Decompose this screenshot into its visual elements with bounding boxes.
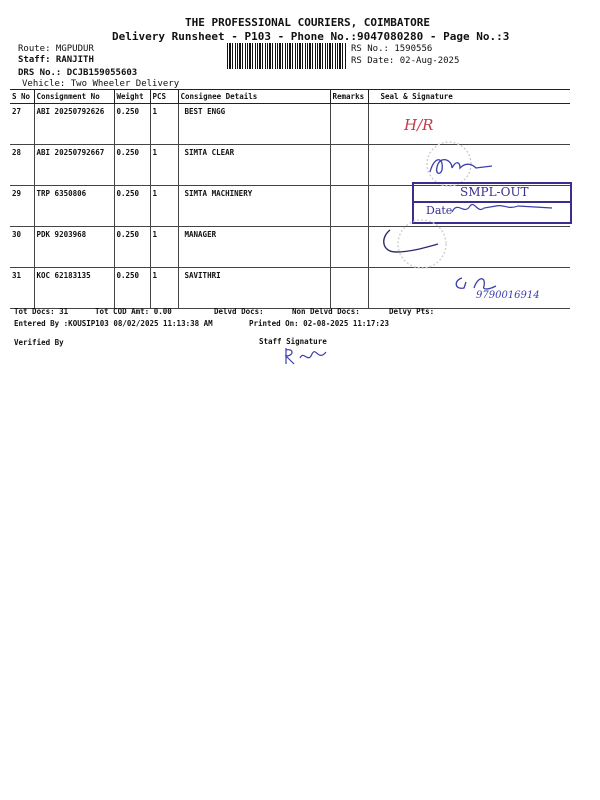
non-delivered-docs: Non Delvd Docs: (292, 307, 360, 316)
cell-pcs: 1 (150, 145, 178, 186)
route-label: Route: MGPUDUR (18, 44, 94, 54)
cell-sno: 28 (10, 145, 34, 186)
cell-consignment: KOC 62183135 (34, 268, 114, 309)
cell-consignee: SIMTA CLEAR (178, 145, 330, 186)
col-header-remarks: Remarks (330, 90, 368, 104)
vehicle-label: Vehicle: Two Wheeler Delivery (22, 79, 180, 89)
rs-number: RS No.: 1590556 (351, 44, 433, 54)
printed-on: Printed On: 02-08-2025 11:17:23 (249, 319, 389, 328)
cell-sno: 29 (10, 186, 34, 227)
company-title: THE PROFESSIONAL COURIERS, COIMBATORE (185, 16, 431, 29)
cell-weight: 0.250 (114, 227, 150, 268)
staff-label: Staff: RANJITH (18, 55, 94, 65)
drs-number: DRS No.: DCJB159055603 (18, 68, 138, 78)
cell-remarks (330, 145, 368, 186)
col-header-consignee: Consignee Details (178, 90, 330, 104)
staff-signature (282, 344, 332, 368)
stamp-date-label: Date (426, 204, 453, 217)
cell-weight: 0.250 (114, 186, 150, 227)
cell-consignee: MANAGER (178, 227, 330, 268)
signature-row28 (426, 150, 496, 180)
stamp-title: SMPL-OUT (460, 185, 529, 199)
col-header-weight: Weight (114, 90, 150, 104)
table-header-row (10, 90, 570, 104)
col-header-sno: S No (10, 90, 34, 104)
cell-consignment: ABI 20250792626 (34, 104, 114, 145)
cell-weight: 0.250 (114, 104, 150, 145)
col-header-pcs: PCS (150, 90, 178, 104)
col-header-seal: Seal & Signature (368, 90, 570, 104)
cell-pcs: 1 (150, 268, 178, 309)
cell-remarks (330, 268, 368, 309)
cell-consignee: BEST ENGG (178, 104, 330, 145)
total-cod-amount: Tot COD Amt: 0.00 (95, 307, 172, 316)
total-docs: Tot Docs: 31 (14, 307, 69, 316)
cell-consignment: TRP 6350806 (34, 186, 114, 227)
cell-remarks (330, 186, 368, 227)
signature-row30 (376, 226, 446, 260)
cell-remarks (330, 104, 368, 145)
cell-sno: 31 (10, 268, 34, 309)
cell-remarks (330, 227, 368, 268)
table-row (10, 104, 570, 145)
table-row (10, 227, 570, 268)
rs-date: RS Date: 02-Aug-2025 (351, 56, 460, 66)
staff-signature-label: Staff Signature (259, 337, 327, 346)
runsheet-subtitle: Delivery Runsheet - P103 - Phone No.:9047080280 - Page No.:3 (112, 30, 510, 43)
handwritten-phone-number: 9790016914 (476, 290, 540, 301)
delivery-points: Delvy Pts: (389, 307, 435, 316)
cell-consignee: SIMTA MACHINERY (178, 186, 330, 227)
cell-weight: 0.250 (114, 268, 150, 309)
handwritten-hr-note: H/R (404, 116, 434, 134)
cell-pcs: 1 (150, 104, 178, 145)
entered-by: Entered By :KOUSIP103 08/02/2025 11:13:38 AM (14, 319, 213, 328)
cell-pcs: 1 (150, 186, 178, 227)
cell-pcs: 1 (150, 227, 178, 268)
verified-by-label: Verified By (14, 338, 64, 347)
cell-consignment: ABI 20250792667 (34, 145, 114, 186)
cell-sno: 27 (10, 104, 34, 145)
col-header-consignment: Consignment No (34, 90, 114, 104)
cell-consignee: SAVITHRI (178, 268, 330, 309)
cell-sno: 30 (10, 227, 34, 268)
delivered-docs: Delvd Docs: (214, 307, 264, 316)
signature-row29 (448, 196, 558, 220)
cell-weight: 0.250 (114, 145, 150, 186)
barcode-image (227, 43, 347, 69)
cell-consignment: PDK 9203968 (34, 227, 114, 268)
